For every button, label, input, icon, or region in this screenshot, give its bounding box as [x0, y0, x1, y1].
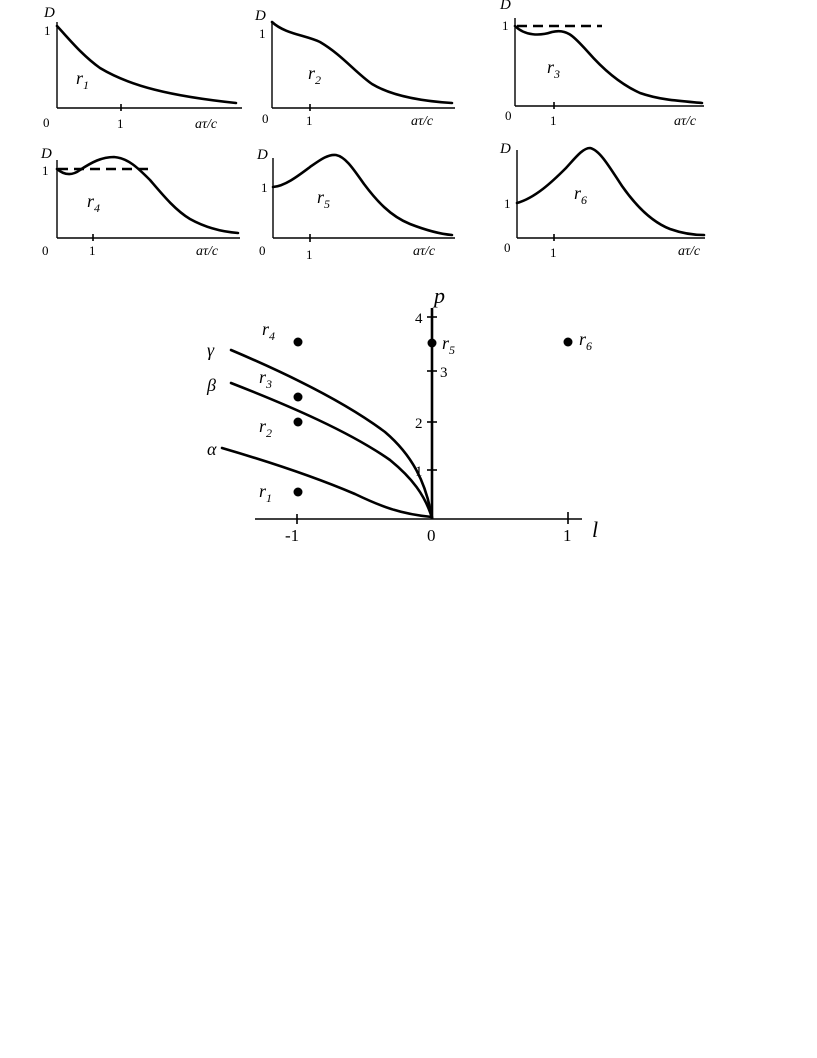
- point-r6-label: $r_6$: [579, 329, 593, 353]
- l-tick-label: -1: [285, 526, 300, 545]
- point-r2: [294, 418, 303, 427]
- point-r6: [564, 338, 573, 347]
- origin-label: 0: [505, 108, 512, 123]
- response-curve: [517, 148, 704, 235]
- point-r3: [294, 393, 303, 402]
- y-axis-label: D: [255, 8, 266, 24]
- region-label: $r_1$: [76, 68, 90, 92]
- curve-alpha-label: α: [207, 439, 217, 459]
- panel-r5: [256, 147, 455, 262]
- curve-beta-label: β: [207, 375, 216, 395]
- p-axis-label: p: [434, 283, 445, 308]
- point-r3-label: $r_3$: [259, 367, 273, 391]
- region-label: $r_5$: [317, 187, 331, 211]
- l-tick-label: 1: [563, 526, 572, 545]
- x-axis-label: aτ/c: [195, 117, 218, 132]
- point-r2-label: $r_2$: [259, 416, 273, 440]
- origin-label: 0: [259, 243, 266, 258]
- x-tick-label: 1: [117, 116, 124, 131]
- region-label: $r_6$: [574, 183, 588, 207]
- response-curve: [515, 26, 702, 103]
- point-r5: [428, 339, 437, 348]
- y-axis-label: D: [500, 0, 511, 13]
- point-r1: [294, 488, 303, 497]
- y-axis-label: D: [500, 141, 511, 157]
- x-axis-label: aτ/c: [678, 244, 701, 259]
- panel-r2: [254, 8, 455, 129]
- region-label: $r_4$: [87, 191, 101, 215]
- curve-alpha: [222, 448, 432, 517]
- p-tick-label: 3: [440, 365, 448, 381]
- origin-label: 0: [504, 240, 511, 255]
- curve-gamma-label: γ: [207, 340, 215, 360]
- region-label: $r_3$: [547, 57, 561, 81]
- x-axis-label: aτ/c: [196, 244, 219, 259]
- y-tick-label: 1: [502, 18, 509, 33]
- point-r4-label: $r_4$: [262, 319, 276, 343]
- p-tick-label: 1: [415, 464, 423, 480]
- x-axis-label: aτ/c: [411, 114, 434, 129]
- x-tick-label: 1: [550, 245, 557, 260]
- origin-label: 0: [262, 111, 269, 126]
- panel-r4: [40, 146, 240, 259]
- origin-label: 0: [42, 243, 49, 258]
- p-tick-label: 4: [415, 311, 423, 327]
- point-r4: [294, 338, 303, 347]
- panel-r6: [499, 141, 705, 260]
- response-curve: [273, 155, 452, 235]
- x-tick-label: 1: [89, 243, 96, 258]
- point-r1-label: $r_1$: [259, 481, 273, 505]
- x-tick-label: 1: [306, 113, 313, 128]
- panel-r3: [499, 0, 704, 129]
- y-axis-label: D: [44, 5, 55, 21]
- y-axis-label: D: [257, 147, 268, 163]
- y-tick-label: 1: [261, 180, 268, 195]
- x-tick-label: 1: [306, 247, 313, 262]
- y-tick-label: 1: [44, 23, 51, 38]
- p-tick-label: 2: [415, 416, 423, 432]
- origin-label: 0: [43, 115, 50, 130]
- y-tick-label: 1: [504, 196, 511, 211]
- x-axis-label: aτ/c: [413, 244, 436, 259]
- l-axis-label: l: [592, 517, 599, 542]
- panel-r1: [43, 5, 242, 132]
- response-curve: [272, 22, 452, 103]
- y-tick-label: 1: [259, 26, 266, 41]
- y-axis-label: D: [41, 146, 52, 162]
- l-tick-label: 0: [427, 526, 436, 545]
- phase-diagram: [206, 283, 598, 545]
- point-r5-label: $r_5$: [442, 333, 456, 357]
- x-axis-label: aτ/c: [674, 114, 697, 129]
- y-tick-label: 1: [42, 163, 49, 178]
- x-tick-label: 1: [550, 113, 557, 128]
- region-label: $r_2$: [308, 63, 322, 87]
